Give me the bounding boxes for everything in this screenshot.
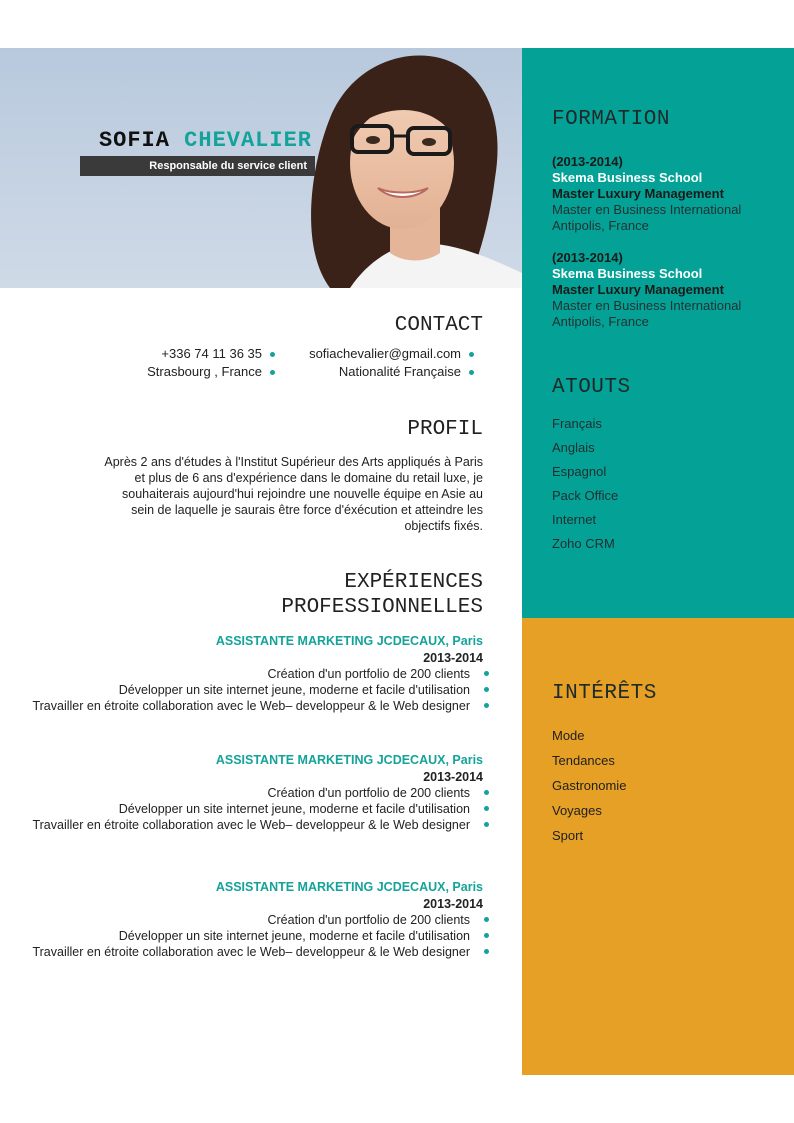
candidate-name xyxy=(99,128,312,153)
list-item: Internet xyxy=(552,512,597,527)
profil-text: Après 2 ans d'études à l'Institut Supérieur des Arts appliqués à Paris et plus de 6 ans d'expérience dans le domaine du retail luxe, je souhaiterais aujourd'hui rejoindre une nouvelle équipe en Asie au sein de laquelle je saurais être force d'éxécution et atteindre les objectifs fixés. xyxy=(104,455,483,533)
interets-list xyxy=(552,723,626,848)
list-item xyxy=(30,682,470,698)
bullet-dot-icon xyxy=(484,703,489,708)
experience-title: ASSISTANTE MARKETING JCDECAUX, Paris xyxy=(215,880,483,894)
experience-title: ASSISTANTE MARKETING JCDECAUX, Paris xyxy=(215,634,483,648)
formation-description: Master en Business International xyxy=(552,202,742,217)
list-item xyxy=(30,944,470,960)
bullet-dot-icon xyxy=(469,370,474,375)
task-text: Travailler en étroite collaboration avec le Web– developpeur & le Web designer xyxy=(32,945,470,959)
bullet-dot-icon xyxy=(270,370,275,375)
task-text: Développer un site internet jeune, moderne et facile d'utilisation xyxy=(118,929,470,943)
last-name: CHEVALIER xyxy=(184,128,312,153)
experience-tasks xyxy=(30,912,470,960)
contact-heading: CONTACT xyxy=(394,314,483,337)
experience-years: 2013-2014 xyxy=(423,770,483,784)
experiences-heading xyxy=(281,570,483,620)
profil-heading: PROFIL xyxy=(407,418,483,441)
task-text: Travailler en étroite collaboration avec le Web– developpeur & le Web designer xyxy=(32,699,470,713)
sidebar-teal xyxy=(522,48,794,618)
experience-item xyxy=(30,633,483,714)
bullet-dot-icon xyxy=(484,917,489,922)
list-item xyxy=(30,698,470,714)
list-item: Gastronomie xyxy=(552,778,627,793)
contact-email xyxy=(309,346,474,361)
atouts-list xyxy=(552,412,618,556)
list-item: Pack Office xyxy=(552,488,619,503)
experience-tasks xyxy=(30,785,470,833)
sidebar-orange xyxy=(522,618,794,1075)
formation-years: (2013-2014) xyxy=(552,154,623,169)
list-item: Tendances xyxy=(552,753,615,768)
list-item: Espagnol xyxy=(552,464,607,479)
task-text: Création d'un portfolio de 200 clients xyxy=(267,913,470,927)
bullet-dot-icon xyxy=(484,790,489,795)
bullet-dot-icon xyxy=(484,933,489,938)
contact-nationality xyxy=(339,364,474,379)
formation-item xyxy=(552,250,782,330)
experience-item xyxy=(30,879,483,960)
bullet-dot-icon xyxy=(270,352,275,357)
formation-item xyxy=(552,154,782,234)
header-photo-band xyxy=(0,48,522,288)
task-text: Création d'un portfolio de 200 clients xyxy=(267,667,470,681)
bullet-dot-icon xyxy=(484,949,489,954)
experience-title: ASSISTANTE MARKETING JCDECAUX, Paris xyxy=(215,753,483,767)
formation-description: Master en Business International xyxy=(552,298,742,313)
contact-city xyxy=(147,364,275,379)
list-item xyxy=(30,785,470,801)
contact-phone xyxy=(161,346,275,361)
experience-tasks xyxy=(30,666,470,714)
formation-heading: FORMATION xyxy=(552,108,670,131)
formation-location: Antipolis, France xyxy=(552,218,649,233)
bullet-dot-icon xyxy=(484,671,489,676)
job-title-bar: Responsable du service client xyxy=(80,156,315,176)
list-item: Zoho CRM xyxy=(552,536,615,551)
experiences-heading-line2: PROFESSIONNELLES xyxy=(281,596,483,619)
bullet-dot-icon xyxy=(484,822,489,827)
list-item xyxy=(30,912,470,928)
list-item xyxy=(30,817,470,833)
formation-degree: Master Luxury Management xyxy=(552,282,724,297)
formation-years: (2013-2014) xyxy=(552,250,623,265)
list-item xyxy=(30,666,470,682)
task-text: Travailler en étroite collaboration avec le Web– developpeur & le Web designer xyxy=(32,818,470,832)
formation-school: Skema Business School xyxy=(552,266,703,281)
list-item: Français xyxy=(552,416,602,431)
formation-degree: Master Luxury Management xyxy=(552,186,724,201)
experience-item xyxy=(30,752,483,833)
list-item: Mode xyxy=(552,728,585,743)
bullet-dot-icon xyxy=(469,352,474,357)
nationality-text: Nationalité Française xyxy=(338,364,461,379)
interets-heading: INTÉRÊTS xyxy=(552,682,657,705)
experience-years: 2013-2014 xyxy=(423,651,483,665)
experiences-heading-line1: EXPÉRIENCES xyxy=(344,571,483,594)
bullet-dot-icon xyxy=(484,806,489,811)
list-item: Anglais xyxy=(552,440,595,455)
atouts-heading: ATOUTS xyxy=(552,376,631,399)
city-text: Strasbourg , France xyxy=(147,364,262,379)
list-item: Sport xyxy=(552,828,584,843)
list-item xyxy=(30,928,470,944)
phone-text: +336 74 11 36 35 xyxy=(161,346,262,361)
experience-years: 2013-2014 xyxy=(423,897,483,911)
email-text: sofiachevalier@gmail.com xyxy=(309,346,461,361)
profile-photo xyxy=(290,48,522,288)
list-item: Voyages xyxy=(552,803,602,818)
formation-location: Antipolis, France xyxy=(552,314,649,329)
first-name: SOFIA xyxy=(98,128,170,153)
formation-school: Skema Business School xyxy=(552,170,703,185)
bullet-dot-icon xyxy=(484,687,489,692)
list-item xyxy=(30,801,470,817)
task-text: Développer un site internet jeune, moderne et facile d'utilisation xyxy=(118,802,470,816)
task-text: Création d'un portfolio de 200 clients xyxy=(267,786,470,800)
task-text: Développer un site internet jeune, moderne et facile d'utilisation xyxy=(118,683,470,697)
